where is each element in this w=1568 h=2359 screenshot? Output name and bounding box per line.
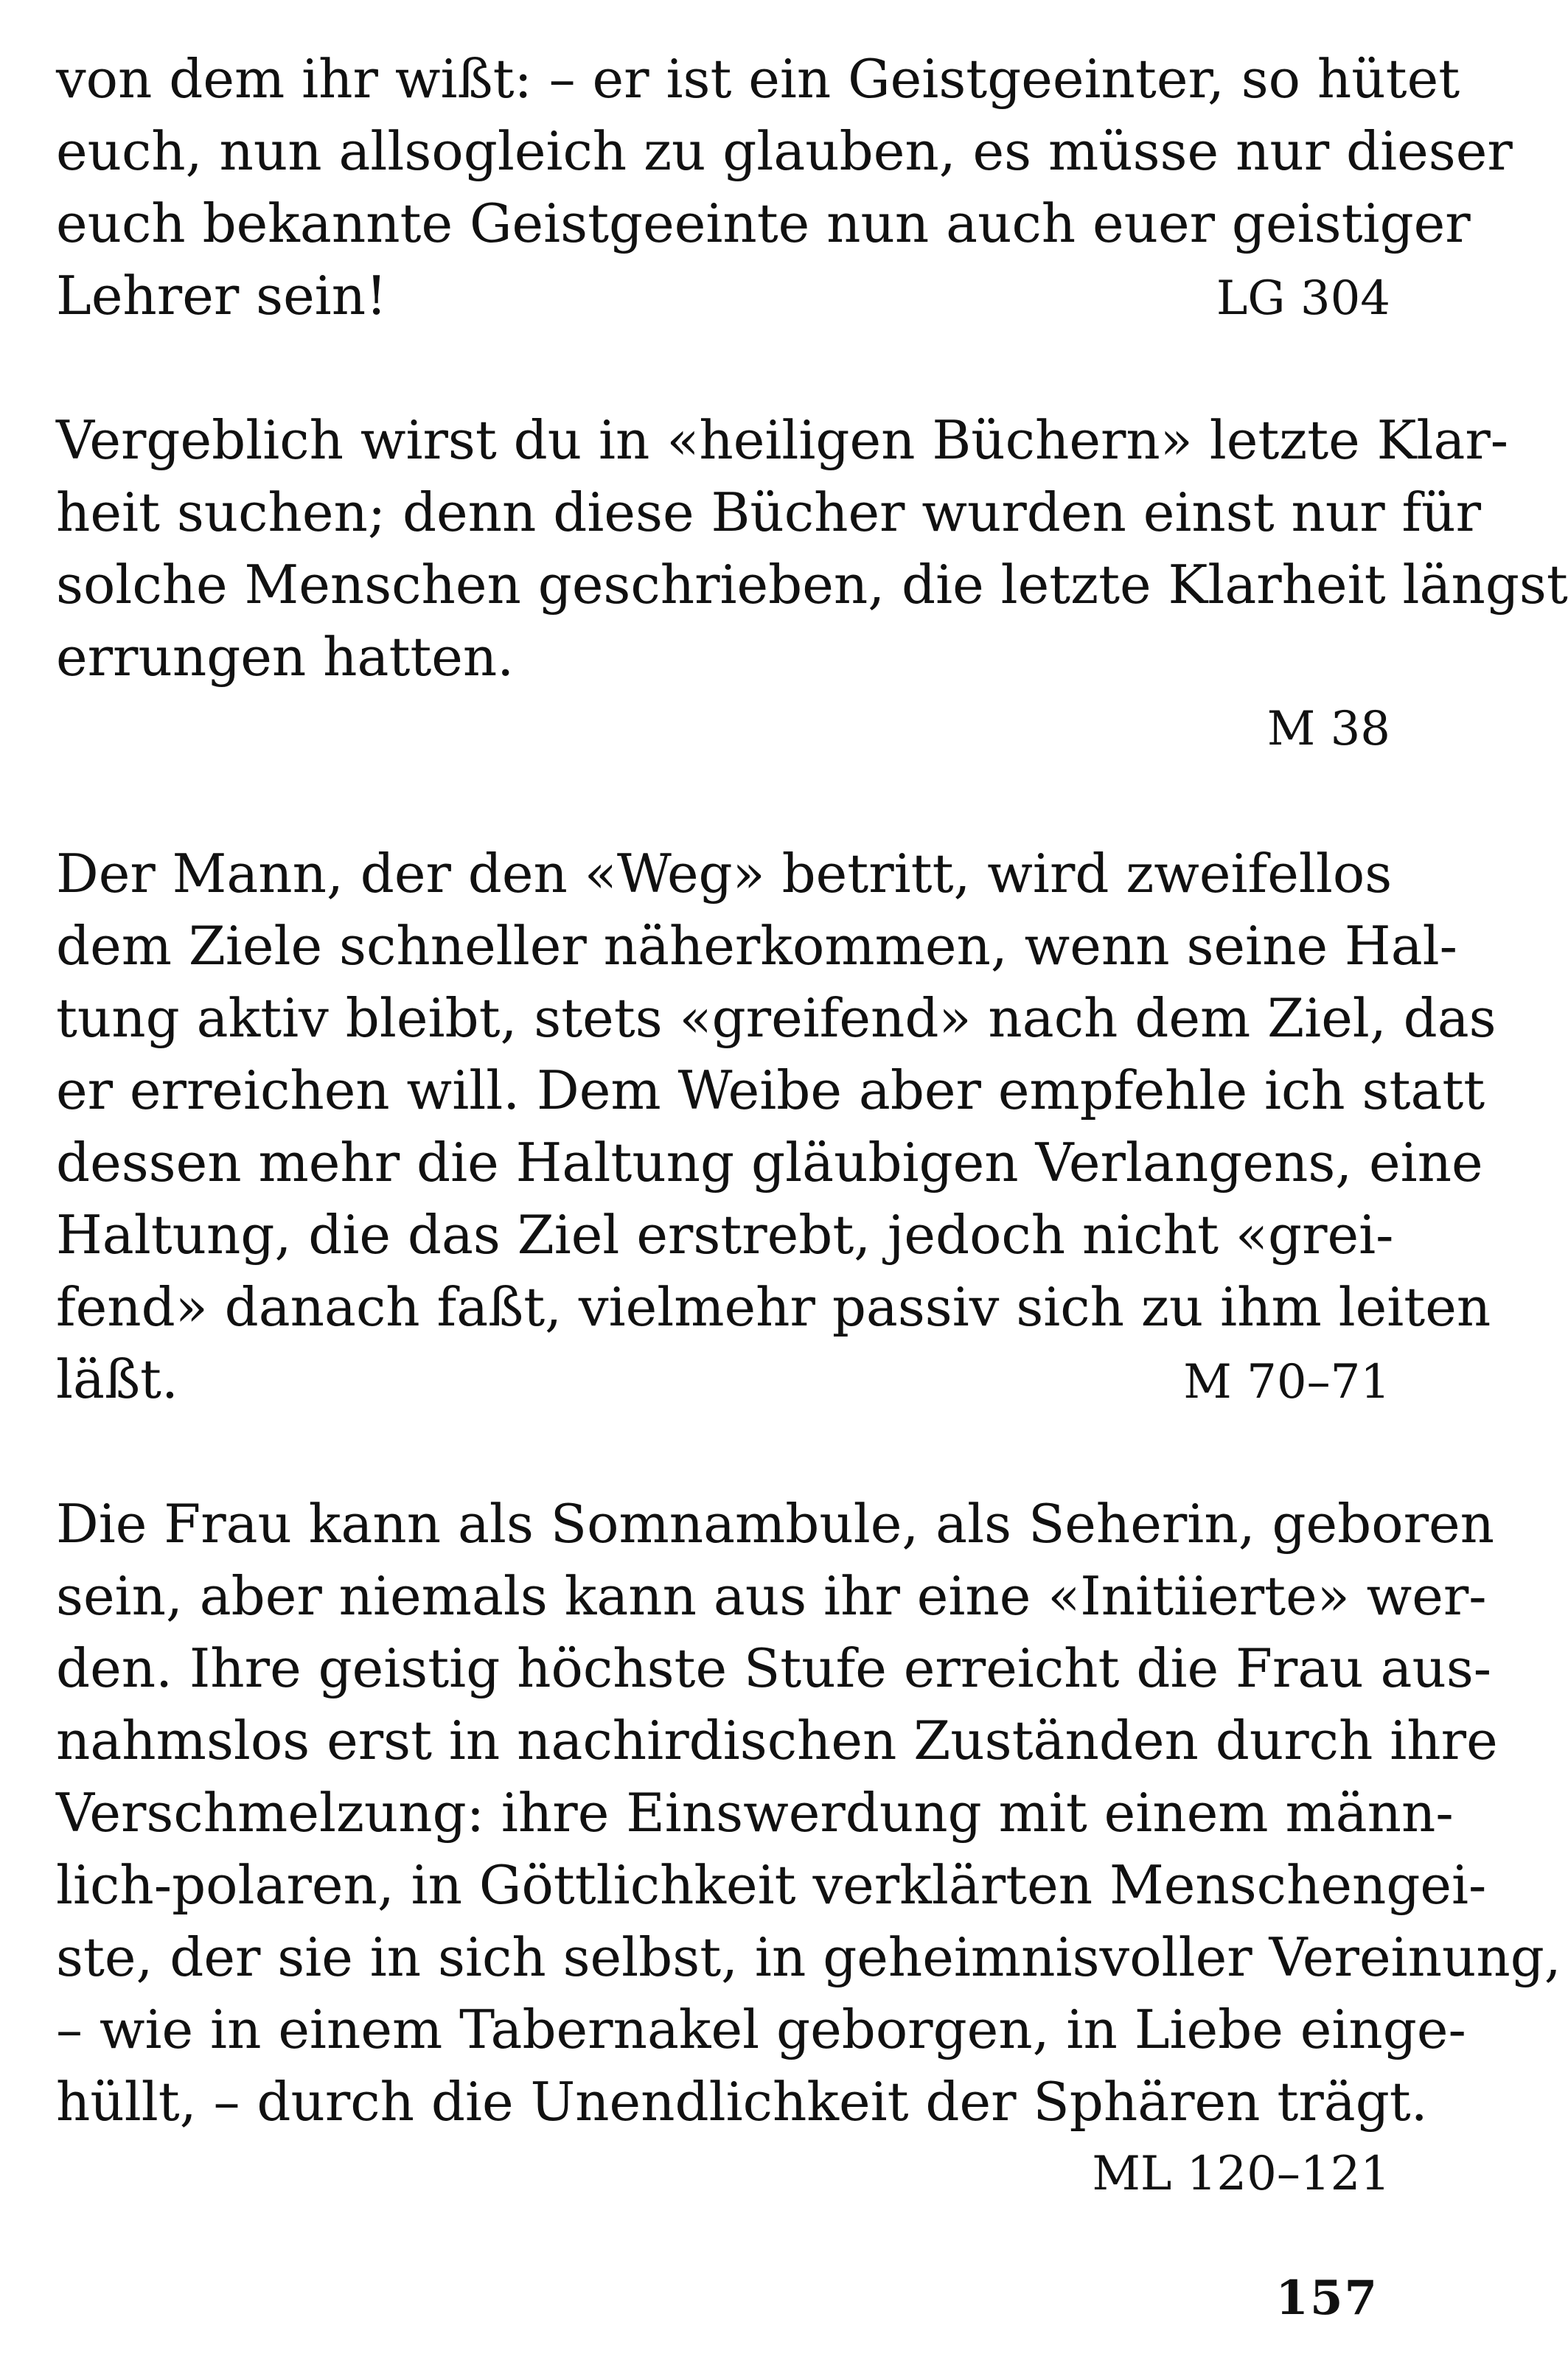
book-page (56, 43, 1568, 2210)
passage-2 (56, 404, 1568, 765)
text-line-last: läßt. (56, 1348, 178, 1410)
text-line-with-reference (56, 259, 1390, 332)
text-line: Der Mann, der den «Weg» betritt, wird zweifellos (56, 843, 1393, 905)
text-line: sein, aber niemals kann aus ihr eine «Initiierte» wer- (56, 1565, 1487, 1627)
text-line: – wie in einem Tabernakel geborgen, in Liebe einge- (56, 1999, 1466, 2060)
text-line: Vergeblich wirst du in «heiligen Büchern» letzte Klar- (56, 409, 1509, 471)
text-line-with-reference (56, 1343, 1390, 1415)
text-line: Verschmelzung: ihre Einswerdung mit einem männ- (56, 1782, 1454, 1844)
text-line: tung aktiv bleibt, stets «greifend» nach dem Ziel, das (56, 987, 1496, 1049)
text-line: solche Menschen geschrieben, die letzte Klarheit längst (56, 554, 1568, 616)
source-reference: M 38 (1266, 702, 1390, 756)
text-line: heit suchen; denn diese Bücher wurden einst nur für (56, 481, 1481, 543)
text-line: den. Ihre geistig höchste Stufe erreicht die Frau aus- (56, 1637, 1492, 1699)
source-reference: LG 304 (1216, 271, 1390, 326)
passage-3 (56, 837, 1496, 1415)
source-reference: M 70–71 (1183, 1355, 1390, 1410)
paragraph-spacer (56, 765, 1390, 837)
paragraph-spacer (56, 332, 1390, 404)
text-line: fend» danach faßt, vielmehr passiv sich zu ihm leiten (56, 1276, 1491, 1338)
text-line-last: errungen hatten. (56, 626, 515, 688)
text-line: dessen mehr die Haltung gläubigen Verlangens, eine (56, 1132, 1483, 1194)
passage-4 (56, 1488, 1561, 2210)
text-line: Die Frau kann als Somnambule, als Seherin, geboren (56, 1493, 1494, 1555)
text-line-last: hüllt, – durch die Unendlichkeit der Sphären trägt. (56, 2071, 1428, 2133)
text-line: ste, der sie in sich selbst, in geheimnisvoller Vereinung, (56, 1926, 1561, 1988)
text-line: Haltung, die das Ziel erstrebt, jedoch nicht «grei- (56, 1204, 1394, 1266)
page-number: 157 (1275, 2271, 1379, 2326)
text-line: von dem ihr wißt: – er ist ein Geistgeeinter, so hütet (56, 48, 1460, 110)
text-line: dem Ziele schneller näherkommen, wenn seine Hal- (56, 915, 1458, 977)
text-line-last: Lehrer sein! (56, 265, 388, 327)
text-line: lich-polaren, in Göttlichkeit verklärten Menschengei- (56, 1854, 1487, 1916)
passage-1 (56, 43, 1513, 332)
text-line: nahmslos erst in nachirdischen Zuständen durch ihre (56, 1710, 1498, 1771)
source-reference: ML 120–121 (1092, 2147, 1390, 2201)
text-line: euch bekannte Geistgeeinte nun auch euer geistiger (56, 192, 1471, 254)
text-line: er erreichen will. Dem Weibe aber empfehle ich statt (56, 1059, 1485, 1121)
text-line: euch, nun allsogleich zu glauben, es müsse nur dieser (56, 120, 1513, 182)
paragraph-spacer (56, 1415, 1390, 1488)
